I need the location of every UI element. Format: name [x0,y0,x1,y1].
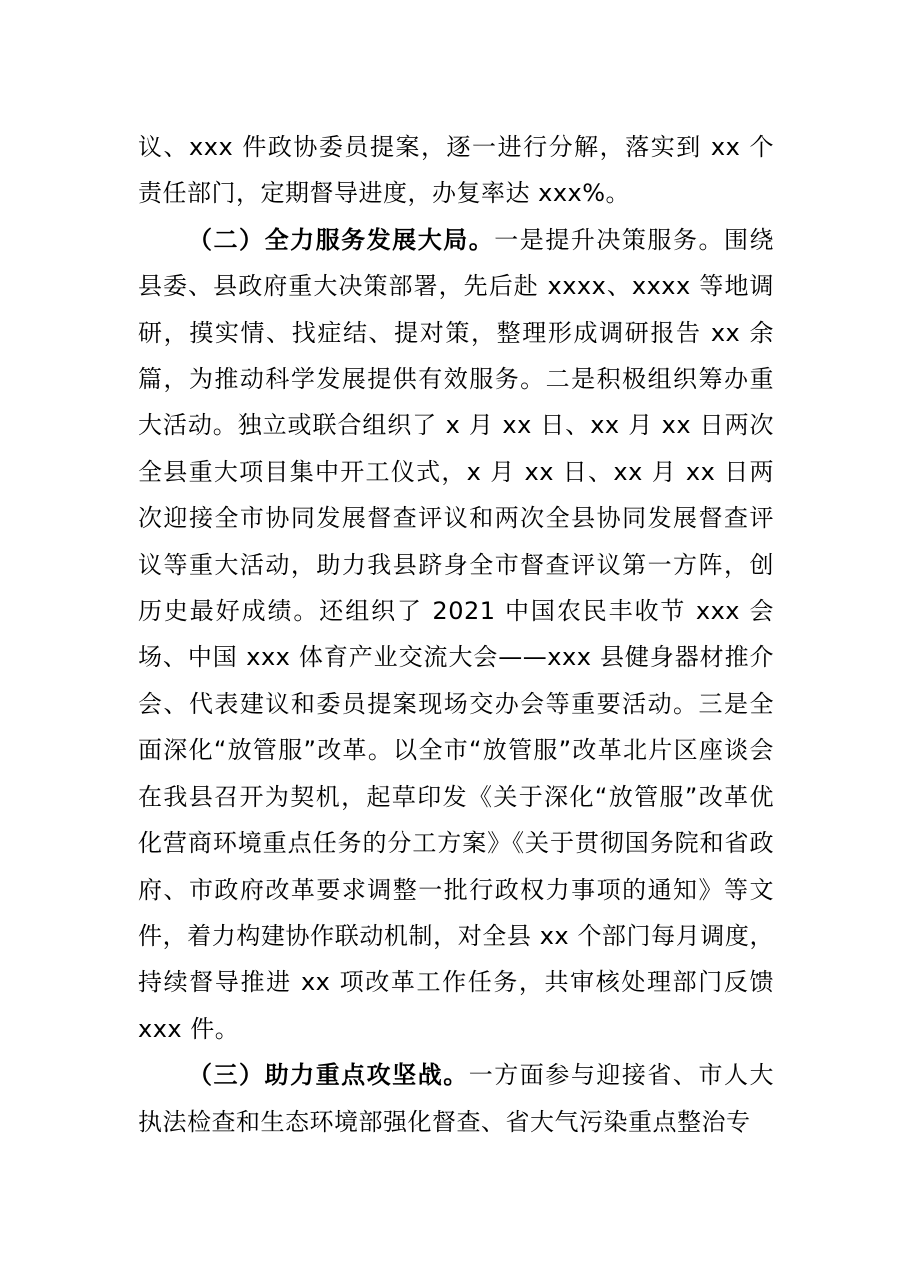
section-heading-2: （二）全力服务发展大局。 [188,225,495,254]
paragraph-service-development [138,217,774,1052]
paragraph-key-battles [138,1052,774,1145]
section-heading-3: （三）助力重点攻坚战。 [188,1061,469,1090]
paragraph-continuation: 议、xxx 件政协委员提案，逐一进行分解，落实到 xx 个责任部门，定期督导进度，办复率达 xxx%。 [138,133,774,208]
section-body-3: 一方面参与迎接省、市人大执法检查和生态环境部强化督查、省大气污染重点整治专 [138,1061,774,1136]
section-body-2: 一是提升决策服务。围绕县委、县政府重大决策部署，先后赴 xxxx、xxxx 等地调研，摸实情、找症结、提对策，整理形成调研报告 xx 余篇，为推动科学发展提供有效服务。二是积极组织筹办重大活动。独立或联合组织了 x 月 xx 日、xx 月 xx 日两次全县重大项目集中开工仪式，x 月 xx 日、xx 月 xx 日两次迎接全市协同发展督查评议和两次全县协同发展督查评议等重大活动，助力我县跻身全市督查评议第一方阵，创历史最好成绩。还组织了 2021 中国农民丰收节 xxx 会场、中国 xxx 体育产业交流大会——xxx 县健身器材推介会、代表建议和委员提案现场交办会等重要活动。三是全面深化“放管服”改革。以全市“放管服”改革北片区座谈会在我县召开为契机，起草印发《关于深化“放管服”改革优化营商环境重点任务的分工方案》《关于贯彻国务院和省政府、市政府改革要求调整一批行政权力事项的通知》等文件，着力构建协作联动机制，对全县 xx 个部门每月调度，持续督导推进 xx 项改革工作任务，共审核处理部门反馈 xxx 件。 [138,225,775,1043]
document-body [138,124,774,1145]
